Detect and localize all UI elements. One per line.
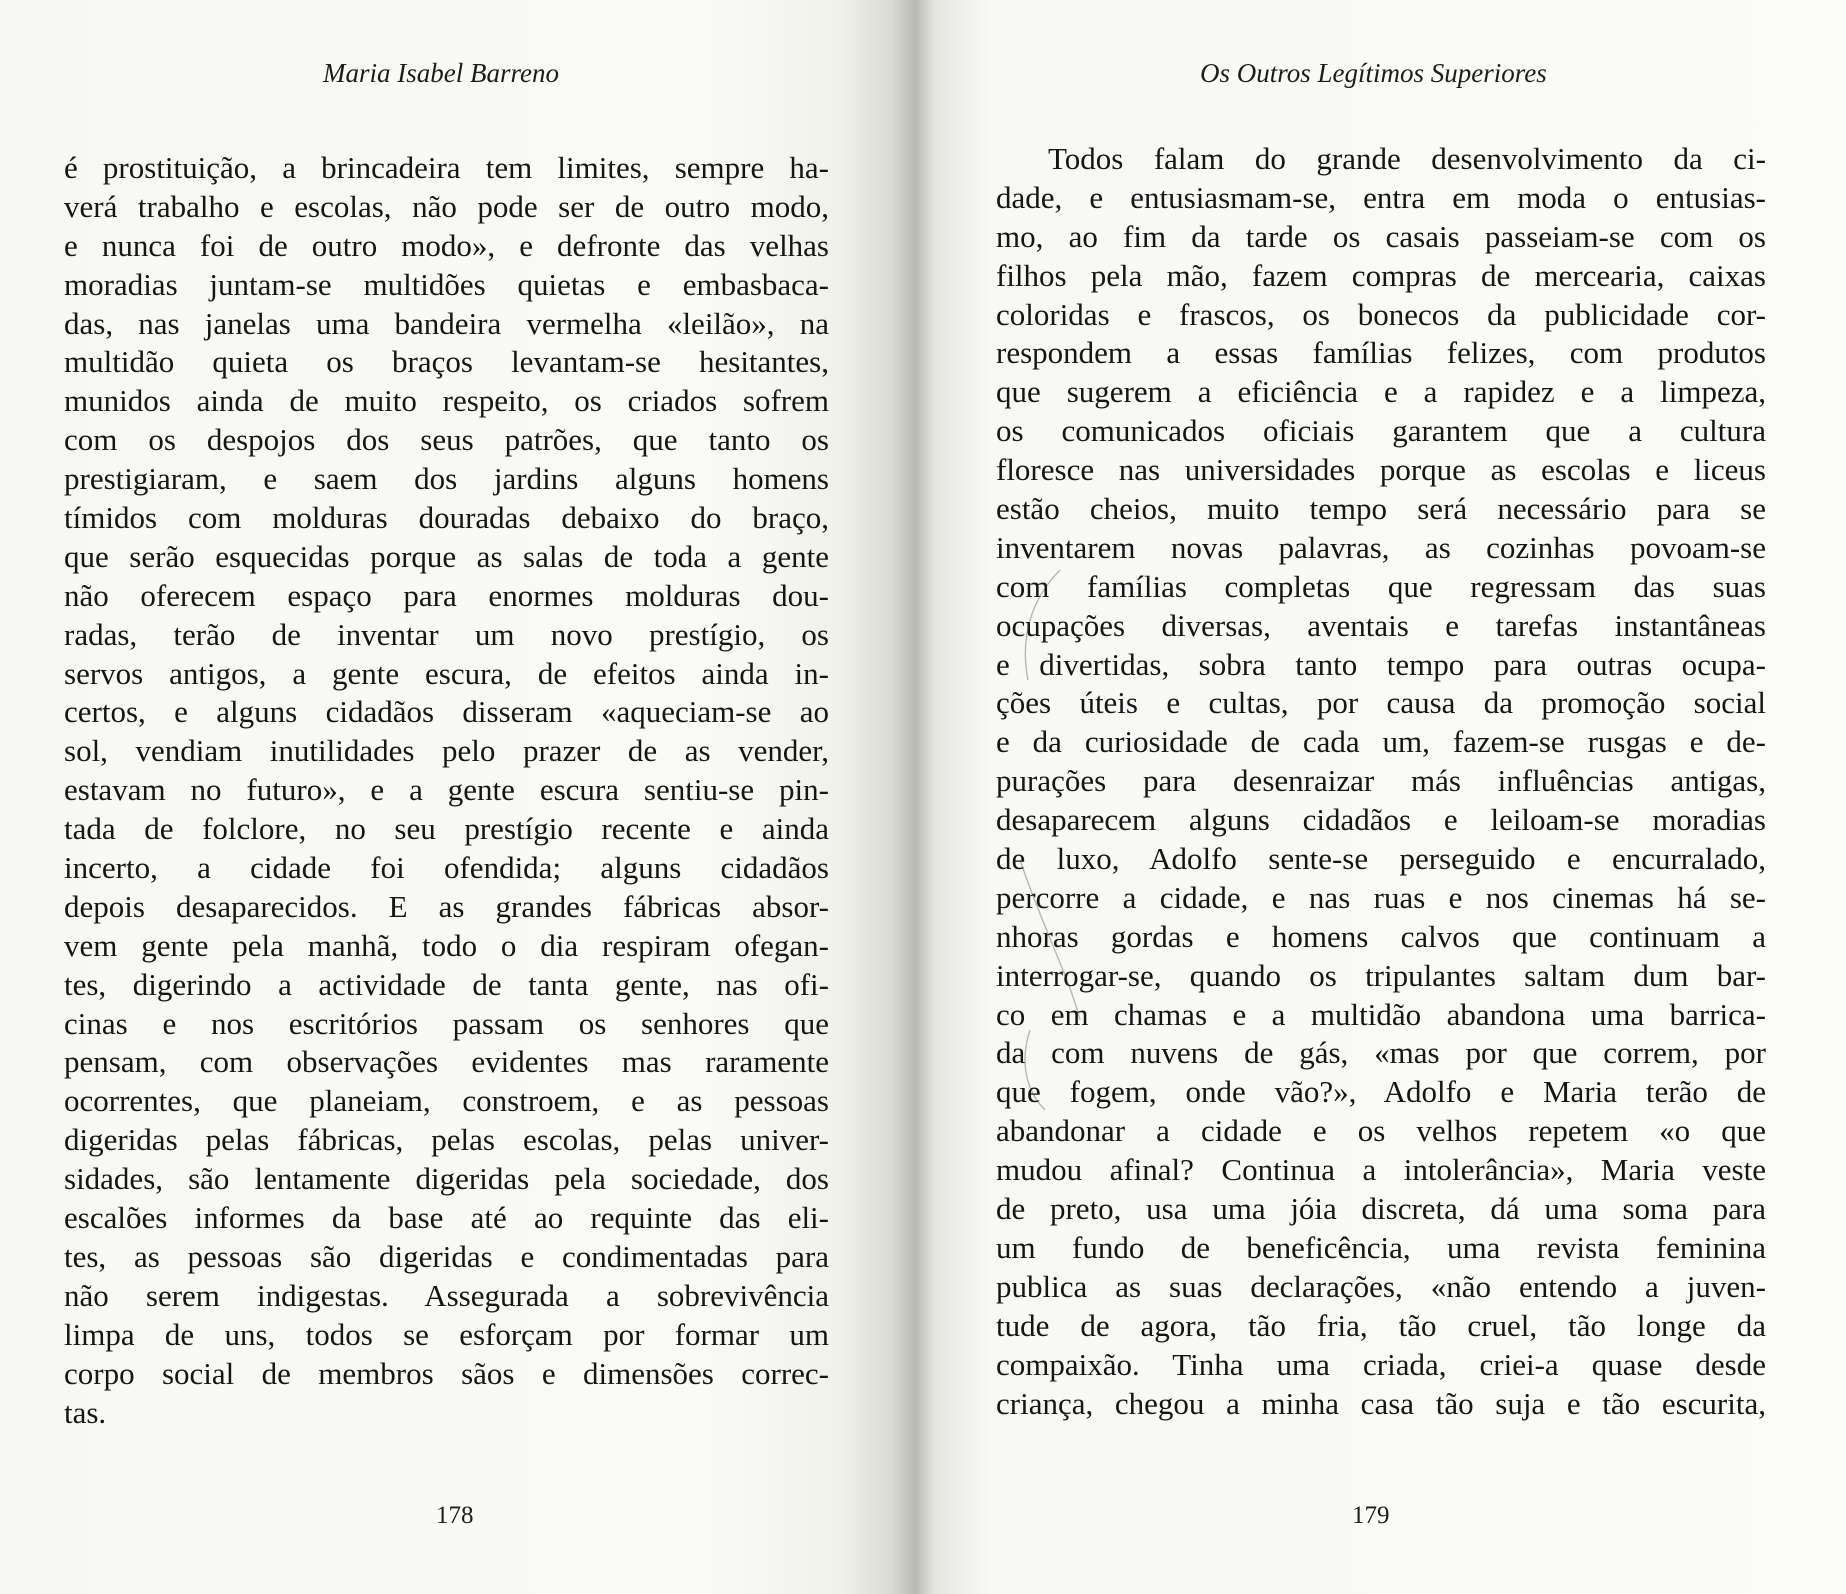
text-line: desaparecem alguns cidadãos e leiloam-se moradias	[996, 802, 1766, 838]
text-line: escalões informes da base até ao requinte das eli-	[64, 1200, 829, 1236]
text-line: abandonar a cidade e os velhos repetem «o que	[996, 1113, 1766, 1149]
text-line: tes, digerindo a actividade de tanta gente, nas ofi-	[64, 966, 829, 1002]
text-line: das, nas janelas uma bandeira vermelha «leilão», na	[64, 305, 829, 341]
text-line: radas, terão de inventar um novo prestígio, os	[64, 616, 829, 652]
text-line: com famílias completas que regressam das suas	[996, 568, 1766, 604]
text-line: certos, e alguns cidadãos disseram «aqueciam-se ao	[64, 694, 829, 730]
text-line: moradias juntam-se multidões quietas e embasbaca-	[64, 266, 829, 302]
right-running-head: Os Outros Legítimos Superiores	[1200, 58, 1547, 88]
text-line: tude de agora, tão fria, tão cruel, tão longe da	[996, 1307, 1766, 1343]
text-line: que serão esquecidas porque as salas de toda a gente	[64, 538, 829, 574]
text-line: da com nuvens de gás, «mas por que correm, por	[996, 1035, 1766, 1071]
text-line: filhos pela mão, fazem compras de mercearia, caixas	[996, 257, 1766, 293]
text-line: munidos ainda de muito respeito, os criados sofrem	[64, 383, 829, 419]
text-line: tas.	[64, 1394, 107, 1430]
text-line: compaixão. Tinha uma criada, criei-a quase desde	[996, 1346, 1766, 1382]
text-line: mo, ao fim da tarde os casais passeiam-se com os	[996, 218, 1766, 254]
right-body-text	[996, 140, 1766, 1423]
text-line: floresce nas universidades porque as escolas e liceus	[996, 452, 1766, 488]
text-line: ocorrentes, que planeiam, constroem, e as pessoas	[64, 1083, 829, 1119]
text-line: inventarem novas palavras, as cozinhas povoam-se	[996, 529, 1766, 565]
text-line: tada de folclore, no seu prestígio recente e ainda	[64, 811, 829, 847]
text-line: verá trabalho e escolas, não pode ser de outro modo,	[64, 188, 829, 224]
text-line: purações para desenraizar más influências antigas,	[996, 763, 1766, 799]
text-line: pensam, com observações evidentes mas raramente	[64, 1044, 829, 1080]
text-line: um fundo de beneficência, uma revista feminina	[996, 1229, 1766, 1265]
text-line: digeridas pelas fábricas, pelas escolas, pelas univer-	[64, 1122, 829, 1158]
text-line: interrogar-se, quando os tripulantes saltam dum bar-	[996, 957, 1766, 993]
text-line: tímidos com molduras douradas debaixo do braço,	[64, 500, 829, 536]
text-line: sidades, são lentamente digeridas pela sociedade, dos	[64, 1161, 829, 1197]
text-line: servos antigos, a gente escura, de efeitos ainda in-	[64, 655, 829, 691]
text-line: de preto, usa uma jóia discreta, dá uma soma para	[996, 1191, 1766, 1227]
text-line: limpa de uns, todos se esforçam por formar um	[64, 1316, 829, 1352]
text-line: de luxo, Adolfo sente-se perseguido e encurralado,	[996, 841, 1766, 877]
text-line: prestigiaram, e saem dos jardins alguns homens	[64, 461, 829, 497]
text-line: não oferecem espaço para enormes molduras dou-	[64, 577, 829, 613]
text-line: coloridas e frascos, os bonecos da publicidade cor-	[996, 296, 1766, 332]
text-line: incerto, a cidade foi ofendida; alguns cidadãos	[64, 850, 829, 886]
text-line: que sugerem a eficiência e a rapidez e a limpeza,	[996, 374, 1766, 410]
text-line: e nunca foi de outro modo», e defronte das velhas	[64, 227, 829, 263]
right-page-number: 179	[1352, 1502, 1390, 1529]
text-line: nhoras gordas e homens calvos que continuam a	[996, 918, 1766, 954]
text-line: com os despojos dos seus patrões, que tanto os	[64, 422, 829, 458]
text-line: estão cheios, muito tempo será necessário para se	[996, 491, 1766, 527]
text-line: corpo social de membros sãos e dimensões correc-	[64, 1355, 829, 1391]
left-body-text	[64, 149, 829, 1432]
text-line: e divertidas, sobra tanto tempo para outras ocupa-	[996, 646, 1766, 682]
left-page	[0, 0, 905, 1594]
text-line: cinas e nos escritórios passam os senhores que	[64, 1005, 829, 1041]
text-line: Todos falam do grande desenvolvimento da ci-	[1048, 141, 1766, 176]
left-page-number: 178	[436, 1502, 474, 1529]
text-line: que fogem, onde vão?», Adolfo e Maria terão de	[996, 1074, 1766, 1110]
text-line: publica as suas declarações, «não entendo a juven-	[996, 1268, 1766, 1304]
text-line: tes, as pessoas são digeridas e condimentadas para	[64, 1238, 829, 1274]
text-line: sol, vendiam inutilidades pelo prazer de as vender,	[64, 733, 829, 769]
text-line: vem gente pela manhã, todo o dia respiram ofegan-	[64, 927, 829, 963]
text-line: co em chamas e a multidão abandona uma barrica-	[996, 996, 1766, 1032]
text-line: não serem indigestas. Assegurada a sobrevivência	[64, 1277, 829, 1313]
text-line: criança, chegou a minha casa tão suja e tão escurita,	[996, 1385, 1766, 1421]
text-line: depois desaparecidos. E as grandes fábricas absor-	[64, 888, 829, 924]
pen-mark	[1000, 560, 1090, 1120]
text-line: e da curiosidade de cada um, fazem-se rusgas e de-	[996, 724, 1766, 760]
text-line: respondem a essas famílias felizes, com produtos	[996, 335, 1766, 371]
text-line: multidão quieta os braços levantam-se hesitantes,	[64, 344, 829, 380]
left-running-head: Maria Isabel Barreno	[323, 58, 559, 88]
text-line: mudou afinal? Continua a intolerância», Maria veste	[996, 1152, 1766, 1188]
text-line: ções úteis e cultas, por causa da promoção social	[996, 685, 1766, 721]
text-line: estavam no futuro», e a gente escura sentiu-se pin-	[64, 772, 829, 808]
text-line: é prostituição, a brincadeira tem limites, sempre ha-	[64, 150, 829, 185]
text-line: dade, e entusiasmam-se, entra em moda o entusias-	[996, 179, 1766, 215]
text-line: os comunicados oficiais garantem que a cultura	[996, 413, 1766, 449]
text-line: percorre a cidade, e nas ruas e nos cinemas há se-	[996, 879, 1766, 915]
text-line: ocupações diversas, aventais e tarefas instantâneas	[996, 607, 1766, 643]
